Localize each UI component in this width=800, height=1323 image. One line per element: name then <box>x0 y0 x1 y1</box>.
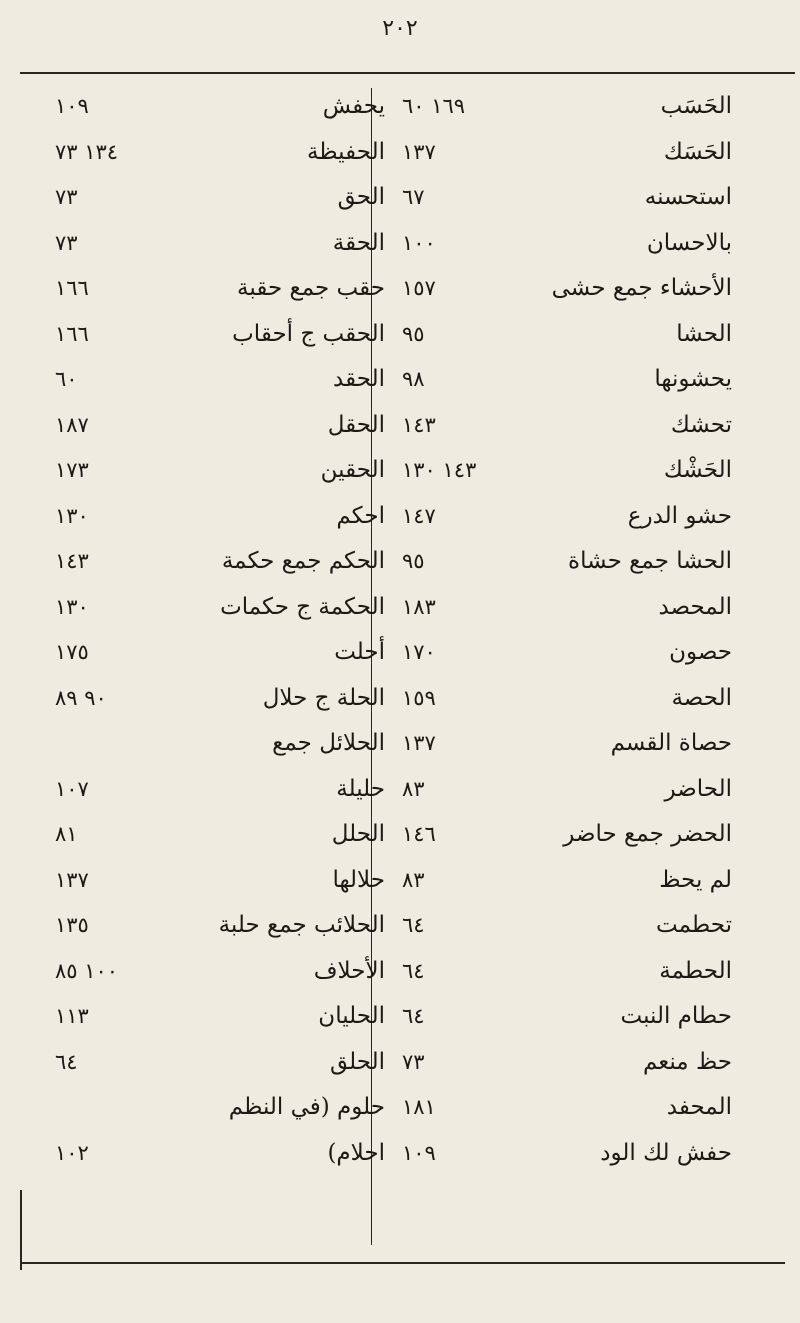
entry-word: الحصة <box>671 684 732 711</box>
index-entry <box>402 903 732 949</box>
entry-pages: ٩٠ ٨٩ <box>55 685 107 710</box>
entry-word: احلام) <box>327 1139 385 1166</box>
index-entry <box>402 994 732 1040</box>
index-entry <box>55 1131 385 1177</box>
index-entry <box>402 949 732 995</box>
index-entry <box>55 357 385 403</box>
entry-word: الحلل <box>331 821 385 847</box>
entry-word: تحشك <box>670 411 732 438</box>
entry-pages: ١٠٩ <box>402 1140 436 1165</box>
index-entry <box>402 1040 732 1086</box>
entry-word: الحلائل جمع <box>272 730 385 756</box>
entry-pages: ١٦٦ <box>55 321 89 346</box>
index-entry <box>402 357 732 403</box>
index-entry <box>402 221 732 267</box>
index-entry <box>402 266 732 312</box>
index-entry <box>402 721 732 767</box>
entry-word: يحشونها <box>654 366 732 392</box>
entry-pages: ١٣٠ <box>55 594 89 619</box>
index-entry <box>402 312 732 358</box>
index-entry <box>55 676 385 722</box>
entry-pages: ١٠٠ ٨٥ <box>55 958 119 983</box>
index-entry <box>55 1040 385 1086</box>
index-entry <box>55 1085 385 1131</box>
entry-word: أحلت <box>334 639 385 665</box>
entry-word: الحَشْك <box>663 457 732 483</box>
entry-word: حطام النبت <box>620 1003 732 1029</box>
entry-word: الحليان <box>318 1003 385 1029</box>
entry-word: الحقة <box>332 229 385 256</box>
entry-pages: ٦٠ <box>55 367 78 391</box>
entry-pages: ١٠٠ <box>402 230 436 255</box>
entry-word: حشو الدرع <box>627 502 732 529</box>
entry-pages: ٦٧ <box>402 185 425 209</box>
entry-word: الحَسَك <box>663 138 732 165</box>
entry-pages: ١٧٠ <box>402 640 436 664</box>
page-number: ٢٠٢ <box>382 16 418 41</box>
entry-word: الحلق <box>329 1048 385 1075</box>
entry-word: الأحلاف <box>313 957 385 984</box>
index-entry <box>55 767 385 813</box>
entry-word: احكم <box>336 502 385 529</box>
index-entry <box>402 448 732 494</box>
index-entry <box>55 585 385 631</box>
entry-pages: ٩٨ <box>402 367 425 391</box>
index-entry <box>402 676 732 722</box>
entry-pages: ١٤٣ <box>55 549 89 573</box>
entry-word: الحفيظة <box>306 138 385 165</box>
index-entry <box>402 585 732 631</box>
entry-pages: ١٤٣ ١٣٠ <box>402 458 477 482</box>
entry-word: الحقين <box>320 457 385 483</box>
entry-pages: ١٠٧ <box>55 776 89 801</box>
index-entry <box>55 130 385 176</box>
entry-pages: ٩٥ <box>402 321 425 346</box>
index-entry <box>55 630 385 676</box>
entry-pages: ١٣٤ ٧٣ <box>55 139 119 164</box>
entry-pages: ١٤٧ <box>402 503 436 528</box>
entry-pages: ١٣٧ <box>55 867 89 892</box>
index-entry <box>55 221 385 267</box>
entry-pages: ١٣٥ <box>55 913 89 937</box>
entry-word: الحقل <box>327 411 385 438</box>
entry-pages: ٧٣ <box>55 230 78 255</box>
index-entry <box>55 949 385 995</box>
index-entry <box>402 812 732 858</box>
index-entry <box>55 448 385 494</box>
entry-pages: ١٠٢ <box>55 1140 89 1165</box>
entry-word: استحسنه <box>644 184 732 210</box>
entry-word: الحضر جمع حاضر <box>563 821 732 847</box>
entry-word: حلالها <box>332 866 385 893</box>
index-entry <box>402 1131 732 1177</box>
entry-word: الحق <box>337 184 385 210</box>
entry-pages: ١١٣ <box>55 1004 89 1028</box>
entry-word: تحطمت <box>656 912 732 938</box>
index-entry <box>55 403 385 449</box>
index-entry <box>55 539 385 585</box>
entry-word: الحقب ج أحقاب <box>232 320 385 347</box>
entry-pages: ١٨١ <box>402 1095 436 1119</box>
index-entry <box>55 858 385 904</box>
entry-word: حقب جمع حقبة <box>237 275 385 301</box>
index-entry <box>55 175 385 221</box>
right-index-column <box>402 84 732 1176</box>
entry-word: الحَسَب <box>660 93 732 119</box>
entry-pages: ١٤٦ <box>402 822 436 846</box>
index-entry <box>402 403 732 449</box>
index-entry <box>402 858 732 904</box>
index-entry <box>402 494 732 540</box>
entry-pages: ٨٣ <box>402 776 425 801</box>
entry-word: المحفد <box>666 1094 732 1120</box>
entry-word: حليلة <box>336 775 385 802</box>
index-entry <box>402 539 732 585</box>
entry-word: الحاضر <box>664 775 732 802</box>
index-entry <box>402 767 732 813</box>
entry-pages: ١٧٣ <box>55 458 89 482</box>
entry-word: المحصد <box>658 593 732 620</box>
entry-pages: ١٨٧ <box>55 412 89 437</box>
entry-word: الحشا <box>676 320 732 347</box>
entry-pages: ١٤٣ <box>402 412 436 437</box>
entry-word: الحكم جمع حكمة <box>221 548 385 574</box>
index-entry <box>55 494 385 540</box>
entry-pages: ١٣٧ <box>402 139 436 164</box>
entry-pages: ٦٤ <box>402 913 425 937</box>
entry-pages: ١٧٥ <box>55 640 89 664</box>
index-entry <box>402 630 732 676</box>
index-entry <box>55 994 385 1040</box>
entry-word: الحلة ج حلال <box>262 684 385 711</box>
left-edge-rule <box>20 1190 22 1270</box>
entry-pages: ١٣٧ <box>402 731 436 755</box>
entry-word: لم يحظ <box>659 866 732 893</box>
entry-word: حصون <box>669 639 732 665</box>
index-entry <box>402 175 732 221</box>
entry-pages: ٧٣ <box>402 1049 425 1074</box>
entry-pages: ١٨٣ <box>402 594 436 619</box>
entry-word: حصاة القسم <box>610 730 732 756</box>
entry-pages: ١٦٦ <box>55 276 89 300</box>
entry-pages: ٩٥ <box>402 549 425 573</box>
index-entry <box>402 130 732 176</box>
index-entry <box>55 903 385 949</box>
top-rule <box>20 72 795 74</box>
entry-pages: ٦٤ <box>402 958 425 983</box>
entry-pages: ٨٣ <box>402 867 425 892</box>
index-entry <box>55 721 385 767</box>
entry-word: الأحشاء جمع حشى <box>551 275 732 301</box>
entry-word: الحقد <box>333 366 385 392</box>
index-entry <box>55 84 385 130</box>
index-entry <box>55 312 385 358</box>
entry-pages: ١٥٧ <box>402 276 436 300</box>
entry-word: الحطمة <box>659 957 732 984</box>
entry-pages: ١٠٩ <box>55 94 89 118</box>
entry-pages: ٦٤ <box>402 1004 425 1028</box>
entry-word: حفش لك الود <box>600 1139 732 1166</box>
entry-word: الحشا جمع حشاة <box>568 548 732 574</box>
bottom-rule <box>22 1262 785 1264</box>
entry-pages: ١٦٩ ٦٠ <box>402 94 466 118</box>
index-entry <box>402 84 732 130</box>
index-entry <box>55 812 385 858</box>
entry-word: بالاحسان <box>646 229 732 256</box>
entry-word: يحفش <box>322 93 385 119</box>
index-entry <box>402 1085 732 1131</box>
index-entry <box>55 266 385 312</box>
entry-pages: ٧٣ <box>55 185 78 209</box>
entry-pages: ١٣٠ <box>55 503 89 528</box>
entry-word: حلوم (في النظم <box>228 1094 385 1120</box>
entry-word: الحلائب جمع حلبة <box>218 912 385 938</box>
entry-pages: ٦٤ <box>55 1049 78 1074</box>
entry-pages: ١٥٩ <box>402 685 436 710</box>
entry-pages: ٨١ <box>55 822 78 846</box>
entry-word: حظ منعم <box>642 1048 732 1075</box>
left-index-column <box>55 84 385 1176</box>
entry-word: الحكمة ج حكمات <box>220 593 385 620</box>
